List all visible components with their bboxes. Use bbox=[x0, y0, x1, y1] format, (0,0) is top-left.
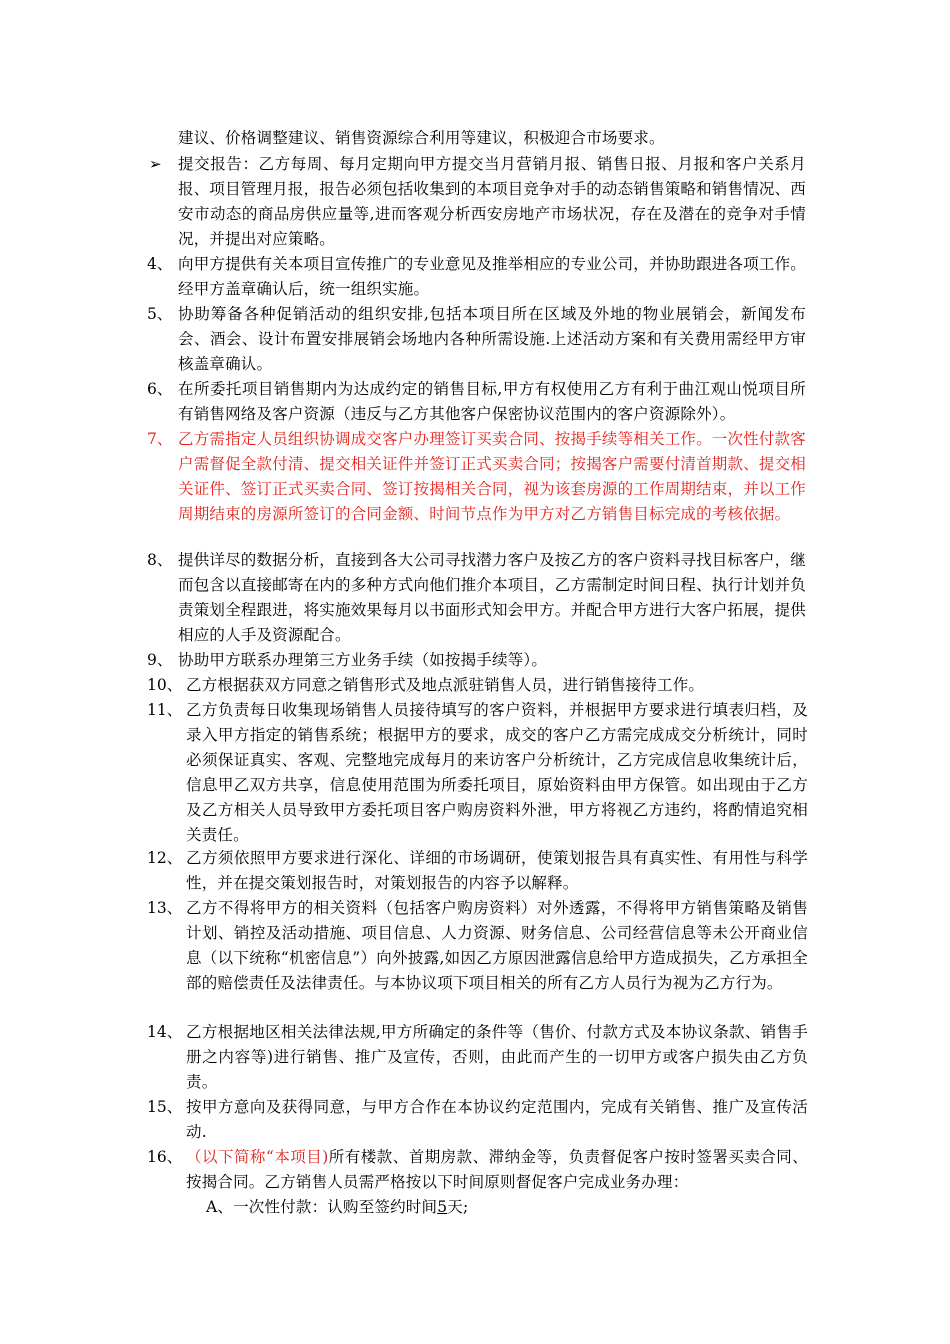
paragraph-text: 乙方须依照甲方要求进行深化、详细的市场调研，使策划报告具有真实性、有用性与科学性，并在提交策划报告时，对策划报告的内容予以解释。 bbox=[186, 849, 808, 892]
item-number: 7、 bbox=[147, 430, 173, 448]
item-number: 12、 bbox=[147, 849, 183, 867]
sub-item-suffix: 天; bbox=[447, 1198, 469, 1216]
sub-item-prefix: A、一次性付款：认购至签约时间 bbox=[206, 1198, 438, 1216]
paragraph-text: 提供详尽的数据分析，直接到各大公司寻找潜力客户及按乙方的客户资料寻找目标客户，继而包含以直接邮寄在内的多种方式向他们推介本项目，乙方需制定时间日程、执行计划并负责策划全程跟进，将实施效果每月以书面形式知会甲方。并配合甲方进行大客户拓展，提供相应的人手及资源配合。 bbox=[178, 551, 807, 644]
paragraph-text: 向甲方提供有关本项目宣传推广的专业意见及推举相应的专业公司，并协助跟进各项工作。经甲方盖章确认后，统一组织实施。 bbox=[178, 255, 807, 298]
item-number: 9、 bbox=[147, 651, 173, 669]
item-number: 4、 bbox=[147, 255, 173, 273]
paragraph-text: 协助筹备各种促销活动的组织安排,包括本项目所在区域及外地的物业展销会，新闻发布会、酒会、设计布置安排展销会场地内各种所需设施.上述活动方案和有关费用需经甲方审核盖章确认。 bbox=[178, 305, 806, 373]
sub-item-text bbox=[206, 1195, 806, 1220]
item-number: 6、 bbox=[147, 380, 173, 398]
paragraph-text bbox=[186, 1145, 808, 1195]
paragraph-text: 按甲方意向及获得同意，与甲方合作在本协议约定范围内，完成有关销售、推广及宣传活动. bbox=[186, 1098, 808, 1141]
paragraph-text: 乙方需指定人员组织协调成交客户办理签订买卖合同、按揭手续等相关工作。一次性付款客户需督促全款付清、提交相关证件并签订正式买卖合同；按揭客户需要付清首期款、提交相关证件、签订正式买卖合同、签订按揭相关合同，视为该套房源的工作周期结束，并以工作周期结束的房源所签订的合同金额、时间节点作为甲方对乙方销售目标完成的考核依据。 bbox=[178, 430, 807, 523]
paragraph-text: 乙方根据获双方同意之销售形式及地点派驻销售人员，进行销售接待工作。 bbox=[186, 676, 705, 694]
item-number: 15、 bbox=[147, 1098, 183, 1116]
arrow-bullet-icon: ➢ bbox=[149, 155, 162, 173]
paragraph-text: 协助甲方联系办理第三方业务手续（如按揭手续等）。 bbox=[178, 651, 548, 669]
paragraph-text: 乙方不得将甲方的相关资料（包括客户购房资料）对外透露，不得将甲方销售策略及销售计划、销控及活动措施、项目信息、人力资源、财务信息、公司经营信息等未公开商业信息（以下统称“机密信息”）向外披露,如因乙方原因泄露信息给甲方造成损失，乙方承担全部的赔偿责任及法律责任。与本协议项下项目相关的所有乙方人员行为视为乙方行为。 bbox=[186, 899, 808, 992]
sub-item-days: 5 bbox=[437, 1198, 448, 1216]
paragraph-text: 建议、价格调整建议、销售资源综合利用等建议，积极迎合市场要求。 bbox=[178, 129, 665, 147]
item-number: 16、 bbox=[147, 1148, 183, 1166]
paragraph-rest: 所有楼款、首期房款、滞纳金等，负责督促客户按时签署买卖合同、按揭合同。乙方销售人员需严格按以下时间原则督促客户完成业务办理： bbox=[186, 1148, 808, 1191]
paragraph-text: 提交报告：乙方每周、每月定期向甲方提交当月营销月报、销售日报、月报和客户关系月报、项目管理月报，报告必须包括收集到的本项目竞争对手的动态销售策略和销售情况、西安市动态的商品房供应量等,进而客观分析西安房地产市场状况，存在及潜在的竞争对手情况，并提出对应策略。 bbox=[178, 155, 807, 248]
item-number: 13、 bbox=[147, 899, 183, 917]
paragraph-text: 乙方负责每日收集现场销售人员接待填写的客户资料，并根据甲方要求进行填表归档，及录入甲方指定的销售系统；根据甲方的要求，成交的客户乙方需完成成交分析统计，同时必须保证真实、客观、完整地完成每月的来访客户分析统计，乙方完成信息收集统计后，信息甲乙双方共享，信息使用范围为所委托项目，原始资料由甲方保管。如出现由于乙方及乙方相关人员导致甲方委托项目客户购房资料外泄，甲方将视乙方违约，将酌情追究相关责任。 bbox=[186, 701, 808, 844]
item-number: 8、 bbox=[147, 551, 173, 569]
item-number: 14、 bbox=[147, 1023, 183, 1041]
item-number: 10、 bbox=[147, 676, 183, 694]
paragraph-text: 在所委托项目销售期内为达成约定的销售目标,甲方有权使用乙方有利于曲江观山悦项目所有销售网络及客户资源（违反与乙方其他客户保密协议范围内的客户资源除外）。 bbox=[178, 380, 806, 423]
item-number: 11、 bbox=[147, 701, 183, 719]
paragraph-text: 乙方根据地区相关法律法规,甲方所确定的条件等（售价、付款方式及本协议条款、销售手册之内容等)进行销售、推广及宣传，否则，由此而产生的一切甲方或客户损失由乙方负责。 bbox=[186, 1023, 808, 1091]
highlighted-phrase: （以下简称“本项目) bbox=[186, 1148, 329, 1166]
item-number: 5、 bbox=[147, 305, 173, 323]
